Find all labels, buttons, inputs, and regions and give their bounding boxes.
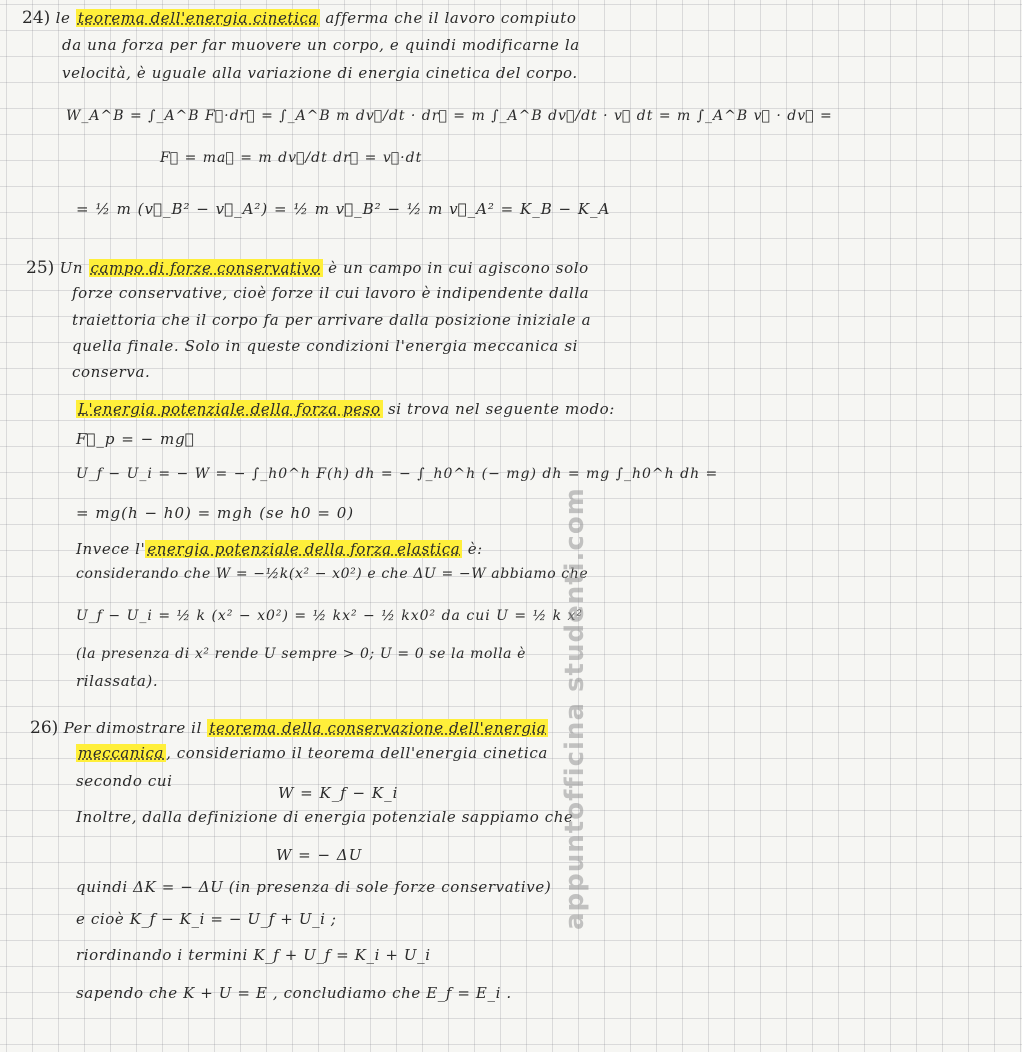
q26-equation-2: W = − ΔU xyxy=(276,846,363,864)
q25-highlight-forza-peso: L'energia potenziale della forza peso xyxy=(78,400,381,418)
q25-highlight-forza-elastica: energia potenziale della forza elastica xyxy=(147,540,461,558)
q26-highlight: teorema della conservazione dell'energia xyxy=(209,719,547,737)
q26-line8: sapendo che K + U = E , concludiamo che E_f = E_i . xyxy=(76,984,512,1002)
watermark: appuntofficina studenti.com xyxy=(560,487,590,930)
q24-equation-2: F⃗ = ma⃗ = m dv⃗/dt dr⃗ = v⃗·dt xyxy=(160,150,423,166)
q25-equation-3: = mg(h − h0) = mgh (se h0 = 0) xyxy=(76,504,355,522)
q24-highlight: teorema dell'energia cinetica xyxy=(77,9,319,27)
q26-line4: Inoltre, dalla definizione di energia potenziale sappiamo che xyxy=(76,808,574,826)
q25-paragraph-2: L'energia potenziale della forza peso si trova nel seguente modo: xyxy=(78,400,615,418)
q25-line4: quella finale. Solo in queste condizioni l'energia meccanica si xyxy=(72,337,579,355)
q25-equation-4: U_f − U_i = ½ k (x² − x0²) = ½ kx² − ½ kx0² da cui U = ½ k x² xyxy=(76,608,584,624)
q25-paragraph-3-line5: rilassata). xyxy=(76,672,159,690)
q25-line5: conserva. xyxy=(72,363,151,381)
q25-equation-1: F⃗_p = − mg⃗ xyxy=(76,430,195,448)
q25-paragraph-3-line4: (la presenza di x² rende U sempre > 0; U = 0 se la molla è xyxy=(76,646,527,662)
q25-paragraph-3: Invece l' energia potenziale della forza elastica è: xyxy=(76,540,483,558)
q25-number: 25) xyxy=(26,258,55,278)
q26-line1: 26) Per dimostrare il teorema della conservazione dell'energia xyxy=(30,718,547,738)
q25-line1: 25) Un campo di forze conservativo è un campo in cui agiscono solo xyxy=(26,258,589,278)
q24-number: 24) xyxy=(22,8,51,28)
q24-equation-3: = ½ m (v⃗_B² − v⃗_A²) = ½ m v⃗_B² − ½ m v⃗_A² = K_B − K_A xyxy=(76,200,611,218)
q25-line2: forze conservative, cioè forze il cui lavoro è indipendente dalla xyxy=(72,284,590,302)
q24-line1: 24) le teorema dell'energia cinetica afferma che il lavoro compiuto xyxy=(22,8,577,28)
q25-equation-2: U_f − U_i = − W = − ∫_h0^h F(h) dh = − ∫_h0^h (− mg) dh = mg ∫_h0^h dh = xyxy=(76,466,719,482)
q26-line6: e cioè K_f − K_i = − U_f + U_i ; xyxy=(76,910,337,928)
q26-line2: meccanica , consideriamo il teorema dell'energia cinetica xyxy=(78,744,548,762)
q26-line7: riordinando i termini K_f + U_f = K_i + U_i xyxy=(76,946,431,964)
q24-line3: velocità, è uguale alla variazione di energia cinetica del corpo. xyxy=(62,64,578,82)
q24-line2: da una forza per far muovere un corpo, e quindi modificarne la xyxy=(62,36,580,54)
q25-paragraph-3-line2: considerando che W = −½k(x² − x0²) e che ΔU = −W abbiamo che xyxy=(76,566,589,582)
q24-equation-1: W_A^B = ∫_A^B F⃗·dr⃗ = ∫_A^B m dv⃗/dt · dr⃗ = m ∫_A^B dv⃗/dt · v⃗ dt = m ∫_A^B v⃗ · dv⃗ = xyxy=(66,108,833,124)
q25-line3: traiettoria che il corpo fa per arrivare dalla posizione iniziale a xyxy=(72,311,592,329)
q26-line5: quindi ΔK = − ΔU (in presenza di sole forze conservative) xyxy=(76,878,552,896)
q26-equation-1: W = K_f − K_i xyxy=(278,784,399,802)
q26-number: 26) xyxy=(30,718,59,738)
q26-highlight-meccanica: meccanica xyxy=(78,744,165,762)
q25-highlight: campo di forze conservativo xyxy=(90,259,321,277)
q26-line3: secondo cui xyxy=(76,772,173,790)
